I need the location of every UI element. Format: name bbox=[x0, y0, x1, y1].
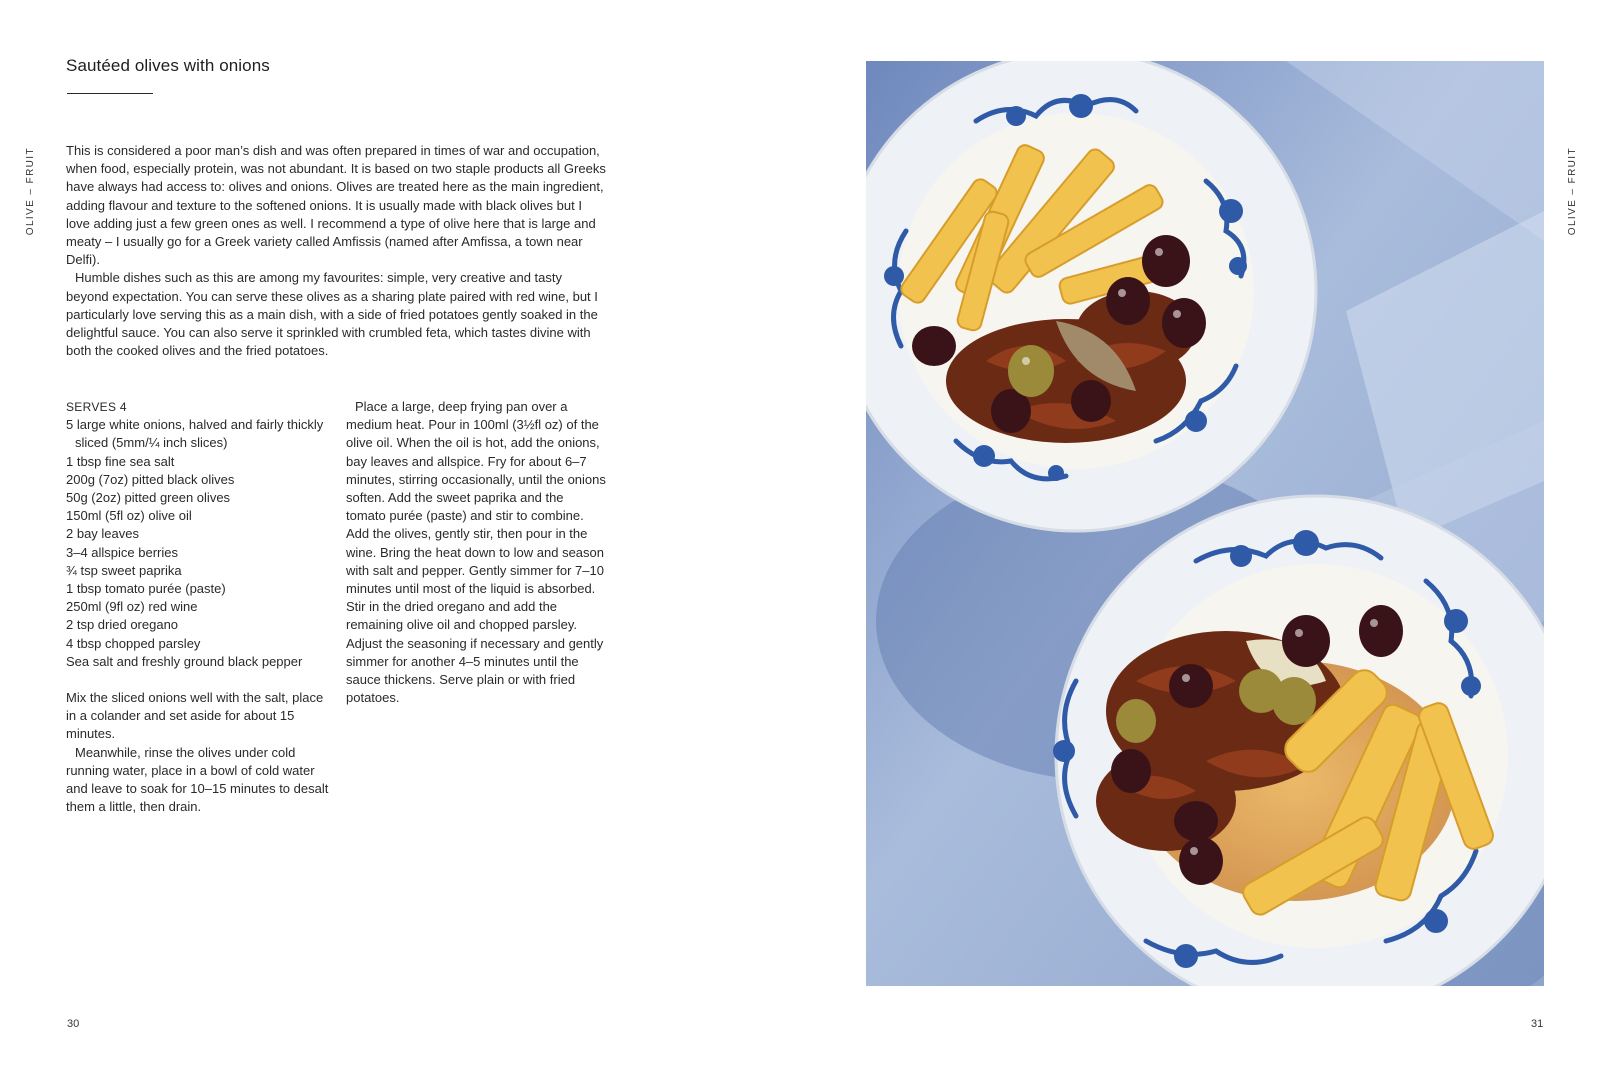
ingredient-item: 2 bay leaves bbox=[66, 526, 139, 542]
serves-label: SERVES 4 bbox=[66, 400, 127, 414]
ingredient-item: 150ml (5fl oz) olive oil bbox=[66, 508, 192, 524]
food-photo-icon bbox=[866, 61, 1544, 986]
ingredient-item: 200g (7oz) pitted black olives bbox=[66, 471, 235, 487]
section-tab-right: OLIVE – FRUIT bbox=[1567, 147, 1578, 236]
ingredient-item: 1 tbsp tomato purée (paste) bbox=[66, 581, 226, 597]
ingredients-column bbox=[66, 398, 331, 816]
ingredient-item: 2 tsp dried oregano bbox=[66, 617, 179, 633]
ingredient-item: 3–4 allspice berries bbox=[66, 544, 179, 560]
intro-paragraph-1: This is considered a poor man’s dish and was often prepared in times of war and occupation, when food, especially protein, was not abundant. It is based on two staple products all Greeks have always had access to: olives and onions. Olives are treated here as the main ingredient, adding flavour and texture to the softened onions. It is usually made with black olives but I love adding just a few green ones as well. I recommend a type of olive here that is large and meaty – I usually go for a Greek variety called Amfissis (named after Amfissa, a town near Delfi). bbox=[66, 143, 606, 268]
page-number-left: 30 bbox=[67, 1018, 80, 1030]
recipe-intro bbox=[66, 142, 606, 360]
ingredient-item: 4 tbsp chopped parsley bbox=[66, 635, 201, 651]
method-steps-right bbox=[346, 398, 606, 707]
ingredient-item: ¾ tsp sweet paprika bbox=[66, 562, 182, 578]
method-steps-left bbox=[66, 689, 331, 816]
title-underline bbox=[67, 93, 153, 94]
method-paragraph: Mix the sliced onions well with the salt, place in a colander and set aside for about 15 minutes. bbox=[66, 690, 324, 742]
ingredients-list bbox=[66, 416, 331, 671]
method-paragraph: Meanwhile, rinse the olives under cold running water, place in a bowl of cold water and leave to soak for 10–15 minutes to desalt them a little, then drain. bbox=[66, 744, 329, 815]
intro-paragraph-2: Humble dishes such as this are among my favourites: simple, very creative and tasty beyond expectation. You can serve these olives as a sharing plate paired with red wine, but I particularly love serving this as a main dish, with a side of fried potatoes gently soaked in the delightful sauce. You can also serve it sprinkled with crumbled feta, which tastes divine with both the cooked olives and the fried potatoes. bbox=[66, 270, 598, 359]
section-tab-left: OLIVE – FRUIT bbox=[25, 147, 36, 236]
recipe-title: Sautéed olives with onions bbox=[66, 56, 270, 75]
ingredient-item: 5 large white onions, halved and fairly thickly sliced (5mm/¼ inch slices) bbox=[66, 417, 324, 451]
ingredient-item: 50g (2oz) pitted green olives bbox=[66, 490, 231, 506]
ingredient-item: 250ml (9fl oz) red wine bbox=[66, 599, 198, 615]
method-paragraph: Place a large, deep frying pan over a medium heat. Pour in 100ml (3½fl oz) of the olive oil. When the oil is hot, add the onions, bay leaves and allspice. Fry for about 6–7 minutes, stirring occasionally, until the onions soften. Add the sweet paprika and the tomato purée (paste) and stir to combine. Add the olives, gently stir, then pour in the wine. Bring the heat down to low and season with salt and pepper. Gently simmer for 7–10 minutes until most of the liquid is absorbed. Stir in the dried oregano and add the remaining olive oil and chopped parsley. Adjust the seasoning if necessary and gently simmer for another 4–5 minutes until the sauce thickens. Serve plain or with fried potatoes. bbox=[346, 399, 606, 706]
food-photo bbox=[866, 61, 1544, 986]
page-number-right: 31 bbox=[1531, 1018, 1544, 1030]
ingredient-item: 1 tbsp fine sea salt bbox=[66, 453, 175, 469]
ingredient-item: Sea salt and freshly ground black pepper bbox=[66, 653, 303, 669]
